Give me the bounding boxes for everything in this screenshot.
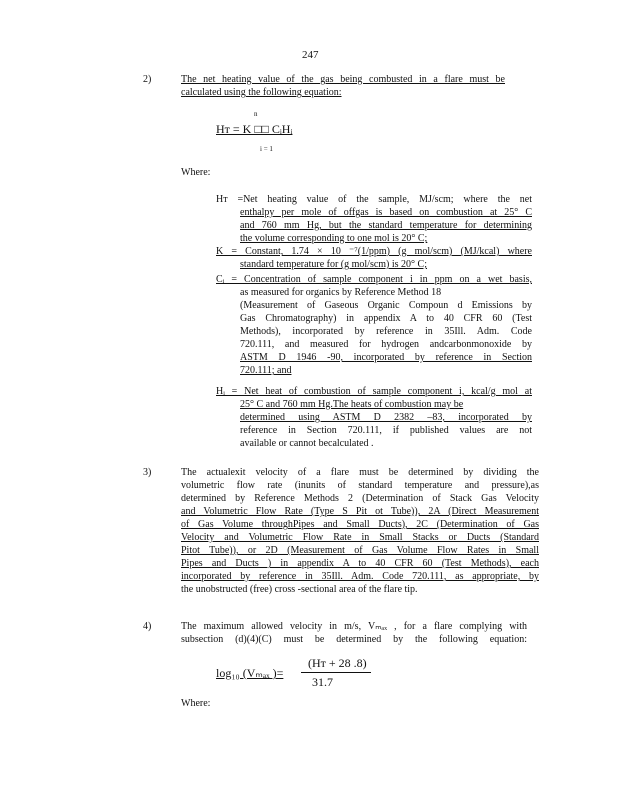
item-3-line: volumetric flow rate (inunits of standard temperature and pressure),as	[181, 480, 539, 491]
item-4-line: subsection (d)(4)(C) must be determined by the following equation:	[181, 634, 527, 645]
item-3-line: determined by Reference Methods 2 (Determination of Stack Gas Velocity	[181, 493, 539, 504]
page-number: 247	[302, 49, 319, 61]
max-velocity-formula	[216, 654, 376, 690]
where-label-1: Where:	[181, 167, 211, 178]
definition-heat-of-combustion	[216, 385, 532, 450]
heating-value-formula	[216, 110, 326, 158]
definition-line: K = Constant, 1.74 × 10 ⁻⁷(1/ppm) (g mol/scm) (MJ/kcal) where	[216, 246, 532, 257]
definition-line: reference in Section 720.111, if published values are not	[240, 425, 532, 436]
item-3-line: incorporated by reference in 35Ill. Adm. Code 720.111, as appropriate, by	[181, 571, 539, 582]
definition-net-heating-value	[216, 193, 532, 245]
definition-line: as measured for organics by Reference Method 18	[240, 287, 442, 298]
definition-line: 720.111; and	[240, 365, 292, 376]
definition-line: ASTM D 1946 -90, incorporated by reference in Section	[240, 352, 532, 363]
definition-line: enthalpy per mole of offgas is based on combustion at 25° C	[240, 207, 532, 218]
definition-line: available or cannot becalculated .	[240, 438, 374, 449]
item-3-line: Pitot Tube)), or 2D (Measurement of Gas Volume Flow Rates in Small	[181, 545, 539, 556]
definition-line: standard temperature for (g mol/scm) is 20° C;	[240, 259, 428, 270]
item-3-line: and Volumetric Flow Rate (Type S Pit ot Tube)), 2A (Direct Measurement	[181, 506, 539, 517]
item-3-line: Pipes and Ducts ) in appendix A to 40 CFR 60 (Test Methods), each	[181, 558, 539, 569]
item-3-line: the unobstructed (free) cross -sectional area of the flare tip.	[181, 584, 418, 595]
item-3-number: 3)	[143, 467, 152, 478]
item-4-text	[181, 620, 527, 646]
item-4-number: 4)	[143, 621, 152, 632]
item-3-text	[181, 466, 539, 596]
item-3-line: Velocity and Volumetric Flow Rate in Small Stacks or Ducts (Standard	[181, 532, 539, 543]
definition-line: determined using ASTM D 2382 –83, incorporated by	[240, 412, 532, 423]
definition-concentration	[216, 273, 532, 377]
definition-line: Methods), incorporated by reference in 35Ill. Adm. Code	[240, 326, 532, 337]
item-2-number: 2)	[143, 74, 152, 85]
item-3-line: of Gas Volume throughPipes and Small Ducts), 2C (Determination of Gas	[181, 519, 539, 530]
formula-denominator: 31.7	[312, 675, 333, 689]
formula-numerator: (Hᴛ + 28 .8)	[308, 656, 367, 670]
definition-line: Hᵢ = Net heat of combustion of sample component i, kcal/g mol at	[216, 386, 532, 397]
summation-upper-limit: n	[254, 110, 258, 118]
definition-line: Hᴛ =Net heating value of the sample, MJ/scm; where the net	[216, 194, 532, 205]
definition-constant-k	[216, 245, 532, 271]
definition-line: Cᵢ = Concentration of sample component i in ppm on a wet basis,	[216, 274, 532, 285]
heating-value-equation: Hᴛ = K □□ CᵢHᵢ	[216, 122, 293, 136]
definition-line: 720.111, and measured for hydrogen andcarbonmonoxide by	[240, 339, 532, 350]
item-2-line: The net heating value of the gas being combusted in a flare must be	[181, 74, 505, 85]
formula-lhs: log₁₀ (Vₘₐₓ )=	[216, 666, 284, 680]
definition-line: (Measurement of Gaseous Organic Compoun d Emissions by	[240, 300, 532, 311]
item-2-line: calculated using the following equation:	[181, 87, 342, 98]
definition-line: the volume corresponding to one mol is 20° C;	[240, 233, 428, 244]
summation-lower-limit: i = 1	[260, 145, 273, 153]
fraction-bar	[301, 672, 371, 673]
definition-line: 25° C and 760 mm Hg.The heats of combustion may be	[240, 399, 464, 410]
where-label-2: Where:	[181, 698, 211, 709]
item-4-line: The maximum allowed velocity in m/s, Vₘₐₓ , for a flare complying with	[181, 621, 527, 632]
item-3-line: The actualexit velocity of a flare must be determined by dividing the	[181, 467, 539, 478]
item-2-text	[181, 73, 505, 99]
definition-line: Gas Chromatography) in appendix A to 40 CFR 60 (Test	[240, 313, 532, 324]
definition-line: and 760 mm Hg, but the standard temperature for determining	[240, 220, 532, 231]
